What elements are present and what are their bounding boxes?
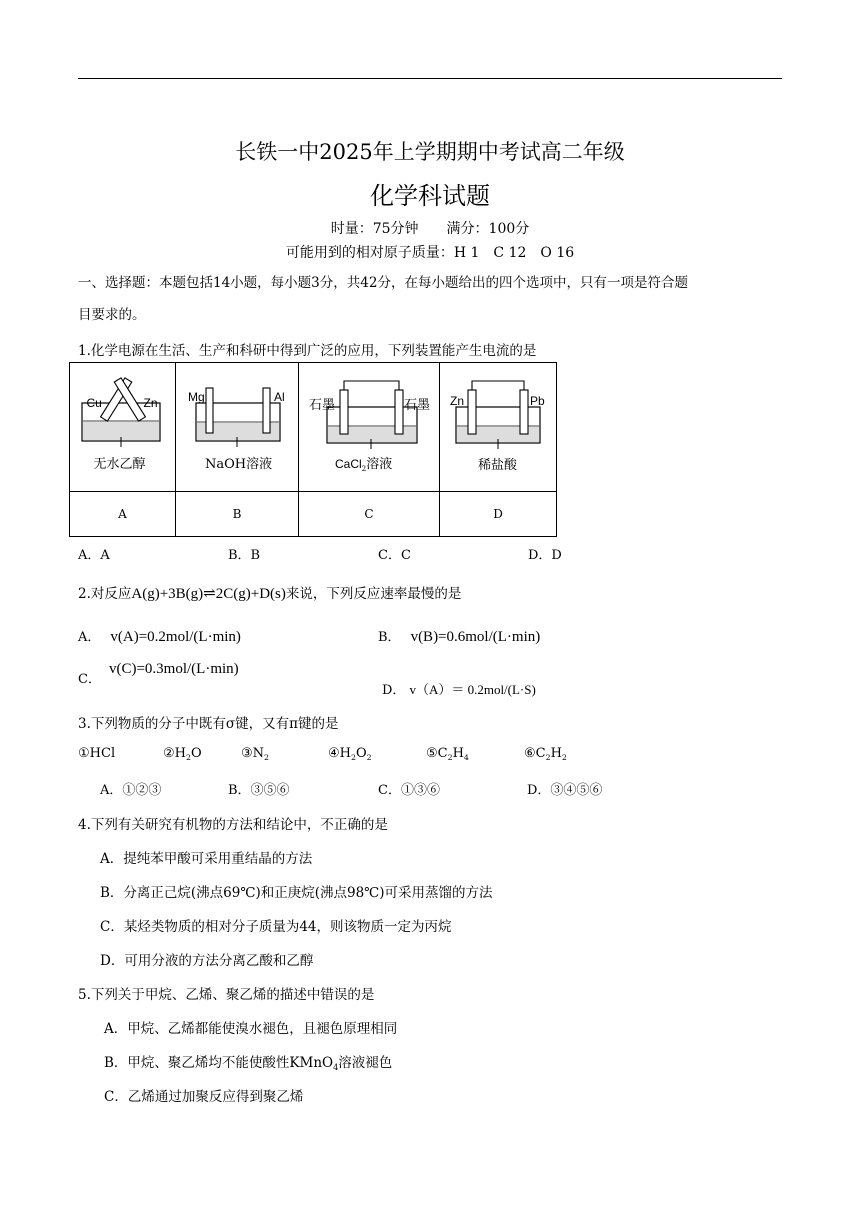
device-cell-b [176, 363, 299, 492]
device-c-right-electrode: 石墨 [404, 398, 431, 413]
q3-item-2: $②H_2O$ [163, 746, 202, 762]
device-b-right-electrode: Al [274, 390, 285, 404]
device-b-solution: NaOH溶液 [205, 457, 273, 472]
section-intro-line1: 一、选择题：本题包括14小题，每小题3分，共42分，在每小题给出的四个选项中，只有一项是符合题 [78, 275, 688, 291]
time-info: 时量：75分钟 满分：100分 [330, 221, 530, 237]
q3-option-d[interactable]: D．③④⑤⑥ [527, 783, 603, 798]
q2-option-a[interactable]: A． v(A)=0.2mol/(L·min) [78, 629, 241, 645]
q4-option-d[interactable]: D．可用分液的方法分离乙酸和乙醇 [100, 953, 314, 969]
q3-item-5: $⑤C_2H_4$ [426, 746, 469, 762]
q3-item-6: $⑥C_2H_2$ [524, 746, 567, 762]
device-c-left-electrode: 石墨 [309, 398, 336, 413]
q5-option-b[interactable]: B．甲烷、聚乙烯均不能使酸性KMnO$_4$溶液褪色 [104, 1055, 393, 1072]
device-a-left-electrode: Cu [86, 395, 102, 410]
q5-option-c[interactable]: C．乙烯通过加聚反应得到聚乙烯 [104, 1089, 304, 1105]
q5-option-a[interactable]: A．甲烷、乙烯都能使溴水褪色，且褪色原理相同 [104, 1021, 398, 1037]
q4-stem: 4.下列有关研究有机物的方法和结论中，不正确的是 [78, 817, 388, 833]
device-a-right-electrode: Zn [143, 395, 158, 410]
q2-equation: A(g)+3B(g)⇌2C(g)+D(s) [131, 586, 286, 602]
q3-item-1: ①HCl [78, 746, 116, 761]
q3-item-4: $④H_2O_2$ [328, 746, 372, 762]
q2-option-b[interactable]: B． v(B)=0.6mol/(L·min) [378, 629, 541, 645]
device-cell-d [440, 363, 557, 492]
atomic-mass-info: 可能用到的相对原子质量：H 1 C 12 O 16 [285, 245, 575, 261]
q2-option-c[interactable]: C．v(C)=0.3mol/(L·min) [78, 661, 239, 687]
q3-option-b[interactable]: B．③⑤⑥ [228, 783, 290, 798]
q1-option-a[interactable]: A．A [78, 548, 110, 563]
q2-option-d[interactable]: D． v（A）＝ 0.2mol/(L·S) [382, 682, 536, 698]
q1-apparatus-table [69, 362, 557, 537]
device-letter-a: A [70, 492, 176, 537]
q4-option-c[interactable]: C．某烃类物质的相对分子质量为44，则该物质一定为丙烷 [100, 919, 452, 935]
q3-option-a[interactable]: A．①②③ [100, 783, 162, 798]
q2-stem: 2.对反应A(g)+3B(g)⇌2C(g)+D(s)来说，下列反应速率最慢的是 [78, 586, 462, 602]
q5-stem: 5.下列关于甲烷、乙烯、聚乙烯的描述中错误的是 [78, 987, 375, 1003]
q1-option-b[interactable]: B．B [228, 548, 261, 563]
device-d-solution: 稀盐酸 [478, 458, 518, 473]
device-a-solution: 无水乙醇 [93, 456, 146, 472]
q1-stem: 1.化学电源在生活、生产和科研中得到广泛的应用，下列装置能产生电流的是 [78, 343, 537, 359]
device-cell-c [299, 363, 440, 492]
device-c-solution: CaCl$_2$溶液 [335, 457, 393, 473]
section-intro-line2: 目要求的。 [78, 307, 146, 323]
device-letter-d: D [440, 492, 557, 537]
device-d-left-electrode: Zn [450, 394, 465, 408]
q4-option-b[interactable]: B．分离正己烷(沸点69℃)和正庚烷(沸点98℃)可采用蒸馏的方法 [100, 885, 493, 901]
device-d-right-electrode: Pb [530, 394, 545, 408]
q4-option-a[interactable]: A．提纯苯甲酸可采用重结晶的方法 [100, 851, 313, 867]
device-letter-c: C [299, 492, 440, 537]
q3-stem: 3.下列物质的分子中既有σ键，又有π键的是 [78, 716, 339, 732]
device-cell-a [70, 363, 176, 492]
q1-option-c[interactable]: C．C [378, 548, 411, 563]
q1-option-d[interactable]: D．D [528, 548, 562, 563]
q3-option-c[interactable]: C．①③⑥ [378, 783, 440, 798]
device-b-left-electrode: Mg [188, 390, 205, 404]
subject-title: 化学科试题 [370, 182, 490, 210]
device-letter-b: B [176, 492, 299, 537]
exam-title: 长铁一中2025年上学期期中考试高二年级 [235, 140, 625, 164]
top-rule [78, 78, 782, 79]
q3-item-3: $③N_2$ [241, 746, 269, 762]
